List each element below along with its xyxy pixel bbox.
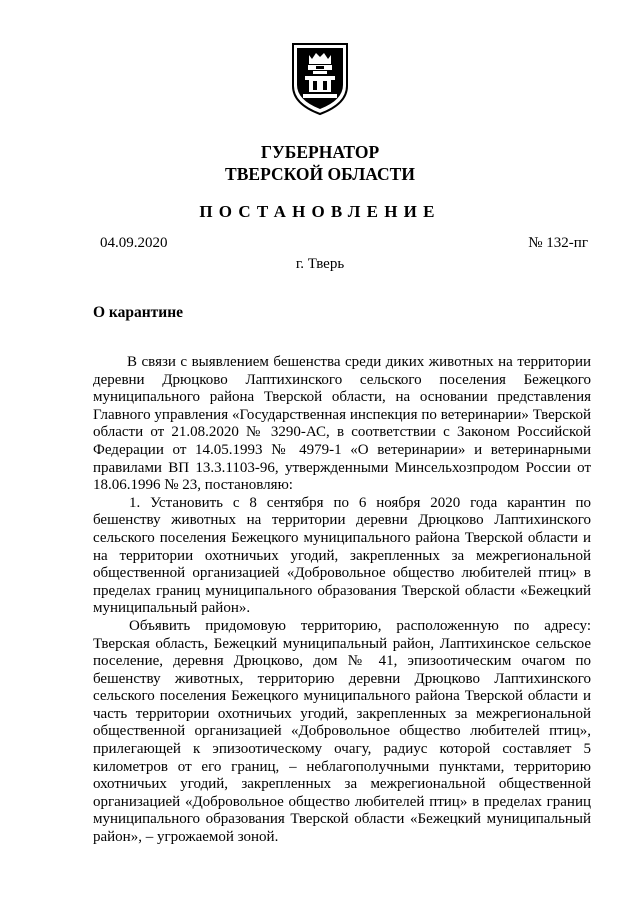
- body-paragraph: 1. Установить с 8 сентября по 6 ноября 2020 года карантин по бешенству животных на территории деревни Дрюцково Лаптихинского сельского поселения Бежецкого муниципального района Тверской области и на территории охотничьих угодий, закрепленных за межрегиональной общественной организацией «Добровольное общество любителей птиц» в пределах границ муниципального образования Тверской области «Бежецкий муниципальный район».: [93, 494, 591, 617]
- document-type: ПОСТАНОВЛЕНИЕ: [199, 202, 441, 221]
- document-number: № 132-пг: [528, 235, 588, 251]
- document-subject: О карантине: [93, 304, 184, 321]
- coat-of-arms-icon: [291, 40, 349, 116]
- document-city: г. Тверь: [295, 256, 345, 272]
- issuer-title-line-1: ГУБЕРНАТОР: [260, 142, 380, 162]
- document-date: 04.09.2020: [100, 235, 168, 251]
- issuer-title-line-2: ТВЕРСКОЙ ОБЛАСТИ: [225, 164, 415, 184]
- body-paragraph: Объявить придомовую территорию, расположенную по адресу: Тверская область, Бежецкий муниципальный район, Лаптихинское сельское поселение, деревня Дрюцково, дом № 41, эпизоотическим очагом по бешенству животных, территорию деревни Дрюцково Лаптихинского сельского поселения Бежецкого муниципального района Тверской области и часть территории охотничьих угодий, закрепленных за межрегиональной общественной организацией «Добровольное общество любителей птиц», прилегающей к эпизоотическому очагу, радиус которой составляет 5 километров от его границ, – неблагополучными пунктами, территорию охотничьих угодий, закрепленных за межрегиональной общественной организацией «Добровольное общество любителей птиц» в пределах границ муниципального образования Тверской области «Бежецкий муниципальный район», – угрожаемой зоной.: [93, 617, 591, 846]
- document-body: [93, 354, 591, 847]
- body-paragraph: В связи с выявлением бешенства среди диких животных на территории деревни Дрюцково Лаптихинского сельского поселения Бежецкого муниципального района Тверской области, на основании представления Главного управления «Государственная инспекция по ветеринарии» Тверской области от 21.08.2020 № 3290-АС, в соответствии с Законом Российской Федерации от 14.05.1993 № 4979-1 «О ветеринарии» и ветеринарными правилами ВП 13.3.1103-96, утвержденными Минсельхозпродом России от 18.06.1996 № 23, постановляю:: [93, 354, 591, 494]
